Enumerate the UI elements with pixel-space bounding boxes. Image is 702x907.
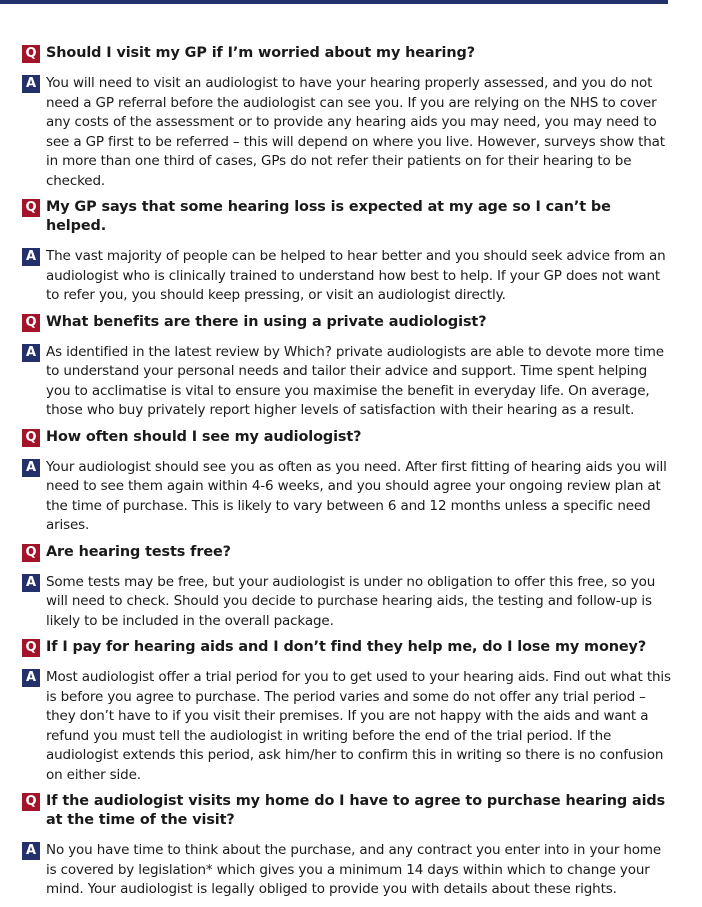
question-badge: Q [22, 544, 40, 562]
question-badge: Q [22, 639, 40, 657]
question-badge: Q [22, 793, 40, 811]
question-badge: Q [22, 429, 40, 447]
answer-badge: A [22, 75, 40, 93]
answer-badge: A [22, 344, 40, 362]
faq-question-row [22, 44, 672, 63]
faq-answer-row [22, 458, 672, 536]
faq-answer-row [22, 841, 672, 900]
faq-answer-3: As identified in the latest review by Which? private audiologists are able to devote more time to understand your personal needs and tailor their advice and support. Time spent helping you to acclimatise is vital to ensure you maximise the benefit in everyday life. On average, those who buy privately report higher levels of satisfaction with their hearing as a result. [46, 343, 664, 418]
top-border-bar [0, 0, 668, 4]
faq-question-3: What benefits are there in using a private audiologist? [46, 313, 487, 330]
faq-question-2: My GP says that some hearing loss is expected at my age so I can’t be helped. [46, 199, 611, 234]
answer-badge: A [22, 248, 40, 266]
faq-question-row [22, 428, 672, 447]
faq-list [22, 44, 672, 907]
faq-question-7: If the audiologist visits my home do I have to agree to purchase hearing aids at the time of the visit? [46, 793, 666, 828]
faq-question-4: How often should I see my audiologist? [46, 428, 362, 445]
faq-answer-4: Your audiologist should see you as often as you need. After first fitting of hearing aids you will need to see them again within 4-6 weeks, and you should agree your ongoing review plan at the time of purchase. This is likely to vary between 6 and 12 months unless a specific need arises. [46, 458, 667, 533]
faq-question-row [22, 638, 672, 657]
faq-answer-row [22, 668, 672, 785]
faq-question-row [22, 543, 672, 562]
faq-answer-6: Most audiologist offer a trial period for you to get used to your hearing aids. Find out what this is before you agree to purchase. The period varies and some do not offer any trial period – they don’t have to if you visit their premises. If you are not happy with the aids and want a refund you must tell the audiologist in writing before the end of the trial period. If the audiologist extends this period, ask him/her to confirm this in writing so there is no confusion on either side. [46, 669, 671, 783]
faq-answer-2: The vast majority of people can be helped to hear better and you should seek advice from an audiologist who is clinically trained to understand how best to help. If your GP does not want to refer you, you should keep pressing, or visit an audiologist directly. [46, 248, 666, 303]
faq-question-row [22, 313, 672, 332]
faq-answer-1: You will need to visit an audiologist to have your hearing properly assessed, and you do not need a GP referral before the audiologist can see you. If you are relying on the NHS to cover any costs of the assessment or to provide any hearing aids you may need, you may need to see a GP first to be referred – this will depend on where you live. However, surveys show that in more than one third of cases, GPs do not refer their patients on for their hearing to be checked. [46, 75, 665, 189]
answer-badge: A [22, 574, 40, 592]
faq-answer-row [22, 74, 672, 191]
answer-badge: A [22, 842, 40, 860]
faq-question-5: Are hearing tests free? [46, 543, 231, 560]
question-badge: Q [22, 199, 40, 217]
faq-answer-row [22, 573, 672, 632]
faq-question-row [22, 198, 672, 236]
question-badge: Q [22, 314, 40, 332]
faq-question-6: If I pay for hearing aids and I don’t find they help me, do I lose my money? [46, 639, 647, 655]
faq-answer-5: Some tests may be free, but your audiologist is under no obligation to offer this free, so you will need to check. Should you decide to purchase hearing aids, the testing and follow-up is likely to be included in the overall package. [46, 573, 656, 629]
question-badge: Q [22, 45, 40, 63]
answer-badge: A [22, 669, 40, 687]
faq-question-1: Should I visit my GP if I’m worried about my hearing? [46, 45, 475, 61]
faq-answer-row [22, 343, 672, 421]
answer-badge: A [22, 459, 40, 477]
faq-answer-7: No you have time to think about the purchase, and any contract you enter into in your home is covered by legislation* which gives you a minimum 14 days within which to change your mind. Your audiologist is legally obliged to provide you with details about these rights. [46, 842, 662, 897]
faq-answer-row [22, 247, 672, 306]
faq-question-row [22, 792, 672, 830]
